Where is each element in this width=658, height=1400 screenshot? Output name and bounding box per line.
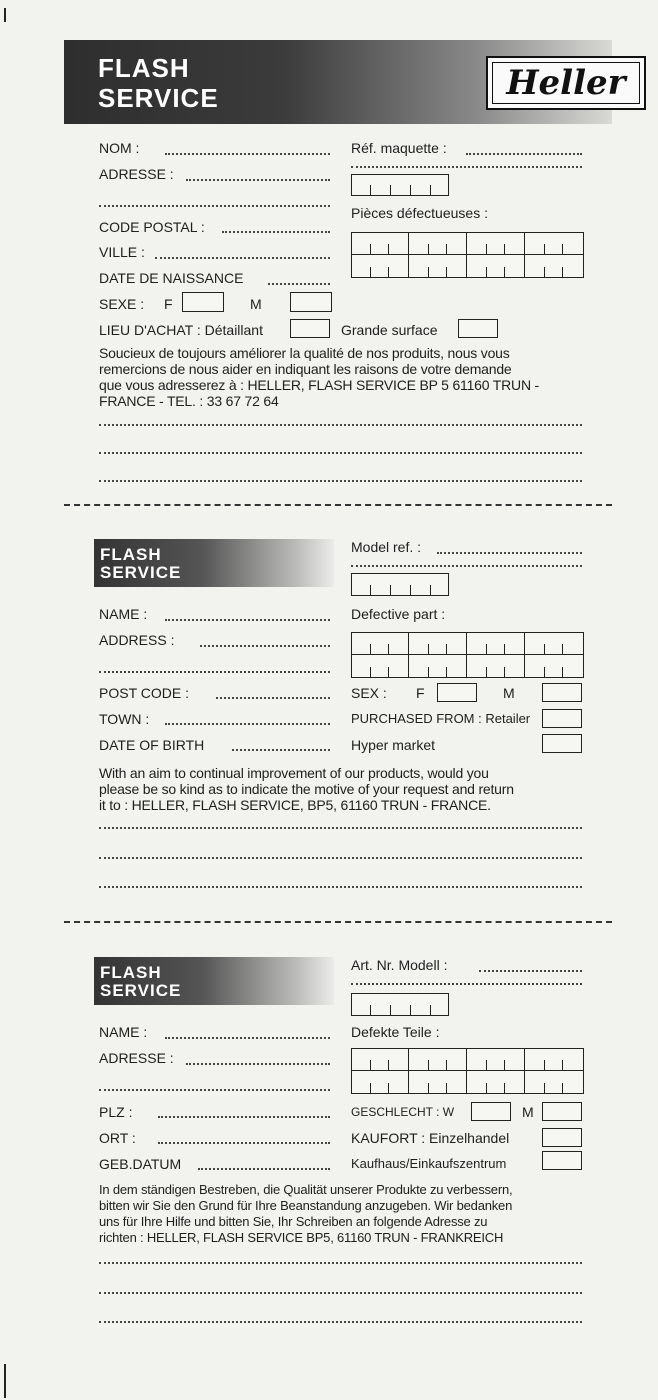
label-kaufhaus: Kaufhaus/Einkaufszentrum bbox=[351, 1156, 507, 1171]
label-art-nr: Art. Nr. Modell : bbox=[351, 957, 448, 973]
field-name-en[interactable] bbox=[165, 619, 330, 621]
defekte-teile-grid[interactable] bbox=[351, 1048, 584, 1094]
field-model-ref[interactable] bbox=[437, 552, 582, 554]
label-pieces-defectueuses: Pièces défectueuses : bbox=[351, 205, 488, 221]
heller-logo bbox=[486, 56, 646, 110]
label-nom: NOM : bbox=[99, 140, 140, 156]
flash-service-banner-en bbox=[94, 539, 334, 587]
defective-part-grid[interactable] bbox=[351, 632, 584, 678]
label-adresse-de: ADRESSE : bbox=[99, 1050, 174, 1066]
label-ort: ORT : bbox=[99, 1130, 136, 1146]
cut-line-2 bbox=[64, 921, 612, 923]
field-town[interactable] bbox=[165, 723, 330, 725]
checkbox-sexe-f[interactable] bbox=[182, 292, 224, 312]
label-purchased-from: PURCHASED FROM : Retailer bbox=[351, 711, 531, 726]
ref-maquette-boxes[interactable] bbox=[351, 174, 449, 196]
field-geb-datum[interactable] bbox=[198, 1168, 330, 1170]
field-art-nr-line2[interactable] bbox=[351, 983, 582, 985]
field-remarks-fr-1[interactable] bbox=[99, 424, 582, 426]
label-town: TOWN : bbox=[99, 711, 150, 727]
message-de-line1: In dem ständigen Bestreben, die Qualität unserer Produkte zu verbessern, bbox=[99, 1182, 513, 1197]
label-sexe-f: F bbox=[164, 296, 173, 312]
label-post-code: POST CODE : bbox=[99, 685, 189, 701]
message-fr-line2: remercions de nous aider en indiquant les raisons de votre demande bbox=[99, 361, 512, 377]
checkbox-einzelhandel[interactable] bbox=[542, 1128, 582, 1147]
field-remarks-fr-2[interactable] bbox=[99, 452, 582, 454]
label-name-de: NAME : bbox=[99, 1024, 148, 1040]
field-remarks-en-2[interactable] bbox=[99, 857, 582, 859]
label-defekte-teile: Defekte Teile : bbox=[351, 1024, 440, 1040]
field-plz[interactable] bbox=[158, 1116, 330, 1118]
art-nr-boxes[interactable] bbox=[351, 993, 449, 1016]
field-ville[interactable] bbox=[155, 257, 330, 259]
field-code-postal[interactable] bbox=[222, 231, 330, 233]
label-grande-surface: Grande surface bbox=[341, 322, 438, 338]
page-edge-top bbox=[4, 8, 6, 22]
field-ref-maquette[interactable] bbox=[466, 153, 582, 155]
field-remarks-de-2[interactable] bbox=[99, 1292, 582, 1294]
message-fr-line1: Soucieux de toujours améliorer la qualité de nos produits, nous vous bbox=[99, 345, 510, 361]
flash-service-banner-fr bbox=[64, 40, 626, 124]
message-de-line3: uns für Ihre Hilfe und bitten Sie, Ihr Schreiben an folgende Adresse zu bbox=[99, 1214, 488, 1229]
field-adresse-line2[interactable] bbox=[99, 205, 330, 207]
field-adresse[interactable] bbox=[186, 179, 330, 181]
label-model-ref: Model ref. : bbox=[351, 539, 422, 555]
label-adresse: ADRESSE : bbox=[99, 166, 174, 182]
label-sex-m: M bbox=[503, 685, 515, 701]
label-lieu-achat: LIEU D'ACHAT : Détaillant bbox=[99, 322, 263, 338]
checkbox-hyper-market[interactable] bbox=[542, 734, 582, 753]
label-sexe-m: M bbox=[250, 296, 262, 312]
message-en-line3: it to : HELLER, FLASH SERVICE, BP5, 61160 TRUN - FRANCE. bbox=[99, 797, 491, 813]
pieces-defectueuses-grid[interactable] bbox=[351, 232, 584, 278]
message-fr bbox=[99, 345, 539, 409]
label-kaufort: KAUFORT : Einzelhandel bbox=[351, 1130, 510, 1146]
message-de-line2: bitten wir Sie den Grund für Ihre Beanstandung anzugeben. Wir bedanken bbox=[99, 1198, 513, 1213]
model-ref-boxes[interactable] bbox=[351, 573, 449, 596]
page-edge-bottom bbox=[4, 1364, 6, 1398]
field-ref-maquette-line2[interactable] bbox=[351, 166, 582, 168]
checkbox-sex-m[interactable] bbox=[542, 683, 582, 702]
message-de-line4: richten : HELLER, FLASH SERVICE BP5, 61160 TRUN - FRANKREICH bbox=[99, 1230, 504, 1245]
checkbox-kaufhaus[interactable] bbox=[542, 1151, 582, 1170]
label-sex: SEX : bbox=[351, 685, 387, 701]
label-plz: PLZ : bbox=[99, 1104, 133, 1120]
label-ref-maquette: Réf. maquette : bbox=[351, 140, 447, 156]
banner-title-line1: FLASH bbox=[100, 545, 162, 564]
label-code-postal: CODE POSTAL : bbox=[99, 219, 205, 235]
message-de bbox=[99, 1182, 512, 1246]
flash-service-banner-de bbox=[94, 957, 334, 1005]
cut-line-1 bbox=[64, 504, 612, 506]
message-en bbox=[99, 765, 514, 813]
label-address-en: ADDRESS : bbox=[99, 632, 175, 648]
message-en-line2: please be so kind as to indicate the motive of your request and return bbox=[99, 781, 514, 797]
label-name-en: NAME : bbox=[99, 606, 148, 622]
field-remarks-de-1[interactable] bbox=[99, 1262, 582, 1264]
checkbox-geschlecht-m[interactable] bbox=[542, 1102, 582, 1121]
banner-title-line2: SERVICE bbox=[98, 83, 219, 113]
banner-title-line1: FLASH bbox=[100, 963, 162, 982]
label-geschlecht-m: M bbox=[522, 1104, 534, 1120]
label-date-naissance: DATE DE NAISSANCE bbox=[99, 270, 244, 286]
label-hyper-market: Hyper market bbox=[351, 737, 436, 753]
label-geschlecht: GESCHLECHT : W bbox=[351, 1105, 455, 1119]
field-ort[interactable] bbox=[158, 1142, 330, 1144]
field-address-en[interactable] bbox=[200, 645, 330, 647]
checkbox-sexe-m[interactable] bbox=[290, 292, 332, 312]
label-geb-datum: GEB.DATUM bbox=[99, 1156, 182, 1172]
checkbox-sex-f[interactable] bbox=[437, 683, 477, 702]
checkbox-retailer[interactable] bbox=[542, 709, 582, 728]
label-date-of-birth: DATE OF BIRTH bbox=[99, 737, 205, 753]
message-fr-line4: FRANCE - TEL. : 33 67 72 64 bbox=[99, 393, 279, 409]
field-post-code[interactable] bbox=[216, 697, 330, 699]
field-remarks-en-3[interactable] bbox=[99, 886, 582, 888]
field-remarks-en-1[interactable] bbox=[99, 827, 582, 829]
banner-title-line1: FLASH bbox=[98, 53, 190, 83]
message-en-line1: With an aim to continual improvement of our products, would you bbox=[99, 765, 489, 781]
checkbox-geschlecht-w[interactable] bbox=[471, 1102, 511, 1121]
field-adresse-de-line2[interactable] bbox=[99, 1089, 330, 1091]
banner-title-line2: SERVICE bbox=[100, 981, 182, 1000]
field-nom[interactable] bbox=[165, 153, 330, 155]
field-date-of-birth[interactable] bbox=[232, 749, 330, 751]
field-model-ref-line2[interactable] bbox=[351, 565, 582, 567]
heller-logo-text: Heller bbox=[492, 62, 640, 104]
field-name-de[interactable] bbox=[165, 1037, 330, 1039]
label-sexe: SEXE : bbox=[99, 296, 145, 312]
message-fr-line3: que vous adresserez à : HELLER, FLASH SERVICE BP 5 61160 TRUN - bbox=[99, 377, 540, 393]
field-address-en-line2[interactable] bbox=[99, 671, 330, 673]
field-remarks-de-3[interactable] bbox=[99, 1321, 582, 1323]
field-adresse-de[interactable] bbox=[186, 1063, 330, 1065]
label-ville: VILLE : bbox=[99, 244, 145, 260]
label-sex-f: F bbox=[416, 685, 425, 701]
field-remarks-fr-3[interactable] bbox=[99, 480, 582, 482]
checkbox-detaillant[interactable] bbox=[290, 319, 330, 338]
banner-title-line2: SERVICE bbox=[100, 563, 182, 582]
field-date-naissance[interactable] bbox=[268, 283, 330, 285]
checkbox-grande-surface[interactable] bbox=[458, 319, 498, 338]
field-art-nr[interactable] bbox=[479, 970, 582, 972]
label-defective-part: Defective part : bbox=[351, 606, 446, 622]
